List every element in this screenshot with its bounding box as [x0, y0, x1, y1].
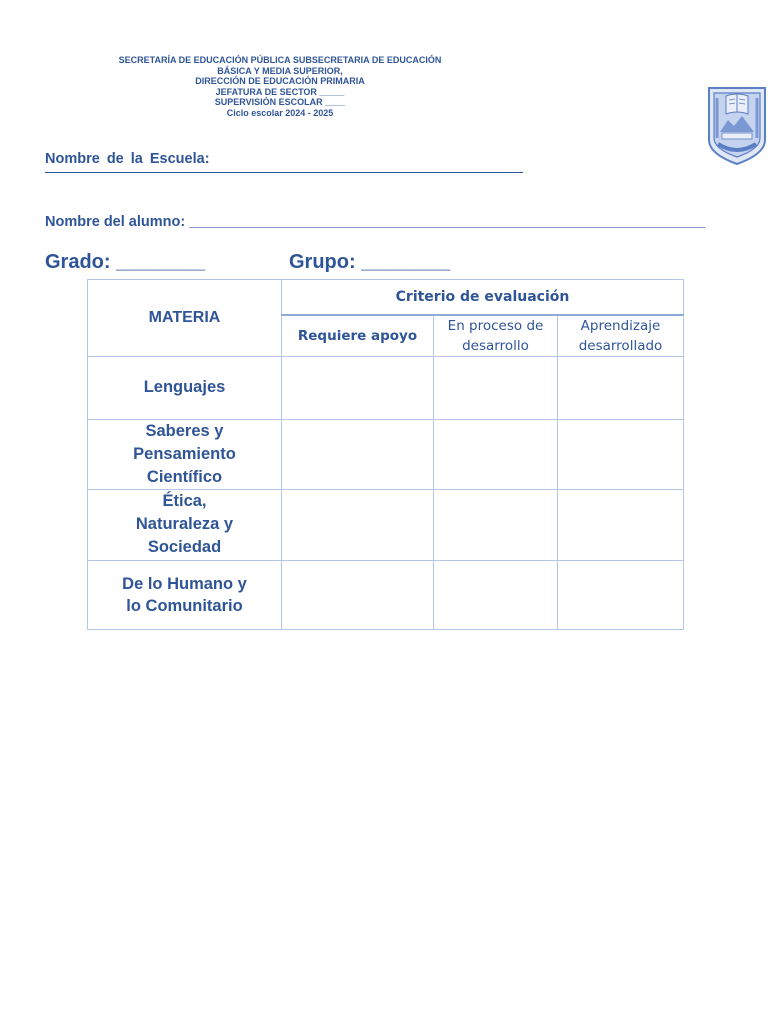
evaluation-cell[interactable] [558, 489, 684, 560]
subject-humano: De lo Humano y lo Comunitario [88, 560, 282, 629]
criteria-requiere-apoyo: Requiere apoyo [282, 315, 434, 357]
evaluation-cell[interactable] [558, 419, 684, 489]
evaluation-cell[interactable] [434, 489, 558, 560]
header-line: BÁSICA Y MEDIA SUPERIOR, [217, 65, 343, 76]
evaluation-table [87, 279, 684, 630]
header-line: SECRETARÍA DE EDUCACIÓN PÚBLICA SUBSECRETARIA DE EDUCACIÓN [118, 55, 442, 65]
table-row [88, 356, 684, 419]
table-row [88, 560, 684, 629]
student-name-label: Nombre del alumno: ________________________________________________________________ [45, 214, 706, 230]
table-row [88, 489, 684, 560]
criteria-en-proceso: En proceso de desarrollo [434, 315, 558, 357]
grade-label: Grado: ________ [45, 251, 206, 273]
evaluation-cell[interactable] [282, 419, 434, 489]
subject-lenguajes: Lenguajes [88, 356, 282, 419]
subject-etica: Ética, Naturaleza y Sociedad [88, 489, 282, 560]
group-label: Grupo: ________ [289, 251, 451, 273]
evaluation-cell[interactable] [558, 560, 684, 629]
school-name-label: Nombre de la Escuela: [45, 151, 210, 167]
header-line: DIRECCIÓN DE EDUCACIÓN PRIMARIA [195, 76, 365, 86]
table-row [88, 419, 684, 489]
evaluation-cell[interactable] [282, 489, 434, 560]
header-line: Ciclo escolar 2024 - 2025 [226, 107, 334, 118]
evaluation-cell[interactable] [434, 560, 558, 629]
materia-header: MATERIA [88, 280, 282, 357]
evaluation-cell[interactable] [282, 560, 434, 629]
school-name-underline [45, 172, 523, 173]
document-header [110, 55, 450, 118]
header-line: SUPERVISIÓN ESCOLAR ____ [214, 97, 346, 107]
evaluation-cell[interactable] [282, 356, 434, 419]
criteria-aprendizaje-desarrollado: Aprendizaje desarrollado [558, 315, 684, 357]
subject-saberes: Saberes y Pensamiento Científico [88, 419, 282, 489]
evaluation-cell[interactable] [558, 356, 684, 419]
criteria-header: Criterio de evaluación [282, 280, 684, 315]
header-line: JEFATURA DE SECTOR _____ [215, 86, 345, 97]
evaluation-cell[interactable] [434, 419, 558, 489]
school-seal-logo [706, 84, 768, 168]
evaluation-cell[interactable] [434, 356, 558, 419]
